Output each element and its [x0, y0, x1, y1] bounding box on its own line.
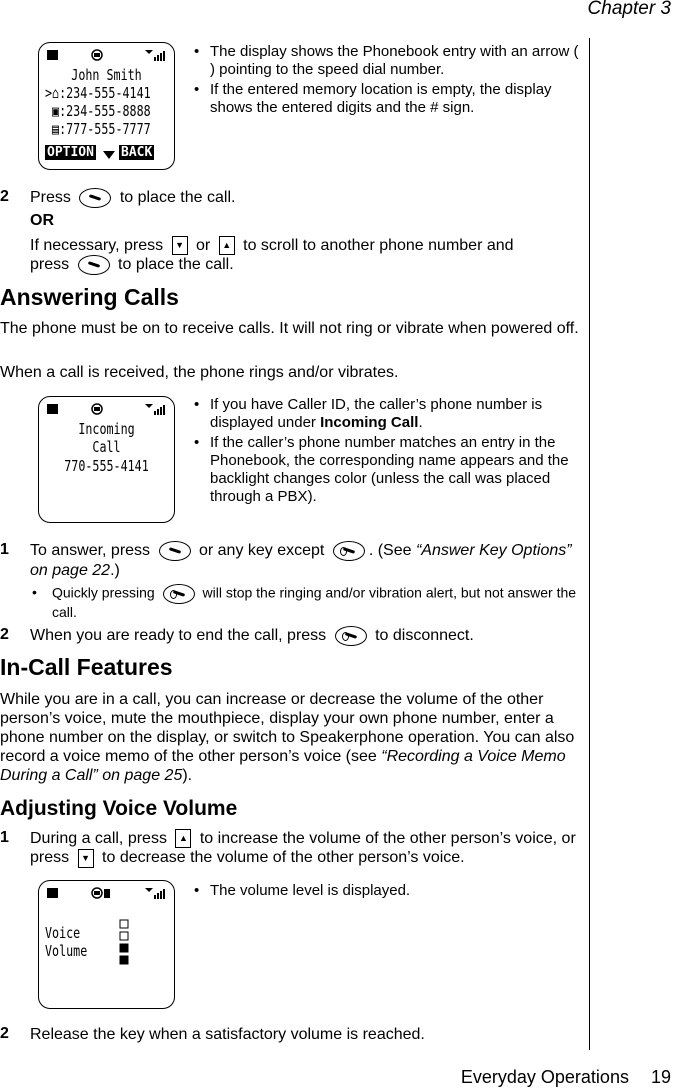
- send-key-icon: [159, 541, 191, 561]
- answering-paragraph-2: When a call is received, the phone rings and/or vibrates.: [0, 364, 399, 381]
- volume-down-key-icon: ▼: [78, 849, 94, 868]
- volume-bar-segment: [120, 944, 128, 952]
- note-item: • The display shows the Phonebook entry with an arrow ( ) pointing to the speed dial number.: [192, 43, 584, 79]
- step-adjust-volume: During a call, press ▲ to increase the volume of the other person’s voice, or press ▼ to decrease the volume of the other person’s voice.: [30, 830, 576, 867]
- volume-bar-segment: [120, 932, 128, 940]
- note-item: • If the entered memory location is empty, the display shows the entered digits and the # sign.: [192, 81, 584, 117]
- volume-level-indicator: [119, 919, 131, 965]
- page-footer: [461, 1067, 671, 1088]
- end-key-icon: [333, 541, 365, 561]
- quick-press-note: • Quickly pressing will stop the ringing and/or vibration alert, but not answer the call.: [30, 584, 585, 621]
- phonebook-line-3: ▤:777-555-7777: [52, 120, 151, 138]
- down-arrow-icon: [103, 151, 115, 159]
- in-call-paragraph: While you are in a call, you can increase or decrease the volume of the other person’s voice, mute the mouthpiece, display your own phone number, enter a phone number on the display, or switch to Speakerphone operation. You can also record a voice memo of the other person’s voice (see “Recording a Voice Memo During a Call” on page 25).: [0, 691, 575, 784]
- step-number: 1: [0, 541, 9, 558]
- step-number: 2: [0, 626, 9, 643]
- step-release-key: Release the key when a satisfactory volume is reached.: [30, 1026, 425, 1043]
- step-press-send: Press to place the call.: [30, 189, 236, 207]
- phonebook-name: John Smith: [71, 66, 142, 84]
- softkey-option: OPTION: [47, 145, 94, 160]
- status-bar-icons: [45, 885, 169, 901]
- step-end-call: When you are ready to end the call, press to disconnect.: [30, 627, 474, 645]
- incoming-notes: [192, 396, 584, 508]
- softkey-back: BACK: [121, 145, 153, 160]
- scroll-up-key-icon: ▲: [219, 236, 235, 255]
- mobile-icon: ▤: [52, 120, 60, 138]
- step-number: 2: [0, 188, 9, 205]
- home-icon: ⌂: [52, 84, 60, 102]
- heading-in-call-features: In-Call Features: [0, 654, 173, 680]
- note-item: • If the caller’s phone number matches an entry in the Phonebook, the corresponding name appears and the backlight changes color (unless the call was placed through a PBX).: [192, 434, 584, 506]
- chapter-header: Chapter 3: [587, 0, 671, 19]
- volume-bar-segment: [120, 956, 128, 964]
- heading-adjusting-volume: Adjusting Voice Volume: [0, 797, 238, 820]
- send-key-icon: [78, 255, 110, 275]
- volume-label-1: Voice: [45, 924, 81, 942]
- incoming-number: 770-555-4141: [64, 457, 149, 475]
- note-item: • If you have Caller ID, the caller’s phone number is displayed under Incoming Call.: [192, 396, 584, 432]
- phonebook-line-2: ▣:234-555-8888: [52, 102, 151, 120]
- step-answer: To answer, press or any key except . (See “Answer Key Options” on page 22.): [30, 542, 572, 579]
- status-bar-icons: [45, 401, 169, 417]
- note-item: • The volume level is displayed.: [192, 882, 584, 900]
- heading-answering-calls: Answering Calls: [0, 284, 179, 310]
- phonebook-notes: [192, 43, 584, 119]
- answering-paragraph-1: The phone must be on to receive calls. It will not ring or vibrate when powered off.: [0, 320, 579, 337]
- footer-section: Everyday Operations: [460, 1067, 629, 1087]
- phone-display-phonebook: [38, 42, 175, 170]
- step-number: 1: [0, 829, 9, 846]
- phone-display-volume: [38, 880, 175, 1009]
- volume-bar-segment: [120, 920, 128, 928]
- phone-display-incoming: [38, 396, 175, 523]
- status-bar-icons: [45, 47, 169, 63]
- page-number: 19: [650, 1067, 671, 1087]
- end-key-icon: [335, 626, 367, 646]
- phonebook-line-1: >⌂:234-555-4141: [45, 84, 151, 102]
- step-scroll: If necessary, press ▼ or ▲ to scroll to another phone number and press to place the call.: [30, 237, 514, 274]
- send-key-icon: [79, 188, 111, 208]
- incoming-label-1: Incoming: [78, 420, 135, 438]
- end-key-icon: [163, 584, 195, 604]
- scroll-down-key-icon: ▼: [172, 236, 188, 255]
- step-number: 2: [0, 1025, 9, 1042]
- margin-rule: [589, 38, 590, 1050]
- office-icon: ▣: [52, 102, 60, 120]
- volume-up-key-icon: ▲: [175, 829, 191, 848]
- volume-notes: [192, 882, 584, 902]
- incoming-label-2: Call: [92, 438, 121, 456]
- or-label: OR: [30, 212, 54, 229]
- volume-label-2: Volume: [45, 942, 88, 960]
